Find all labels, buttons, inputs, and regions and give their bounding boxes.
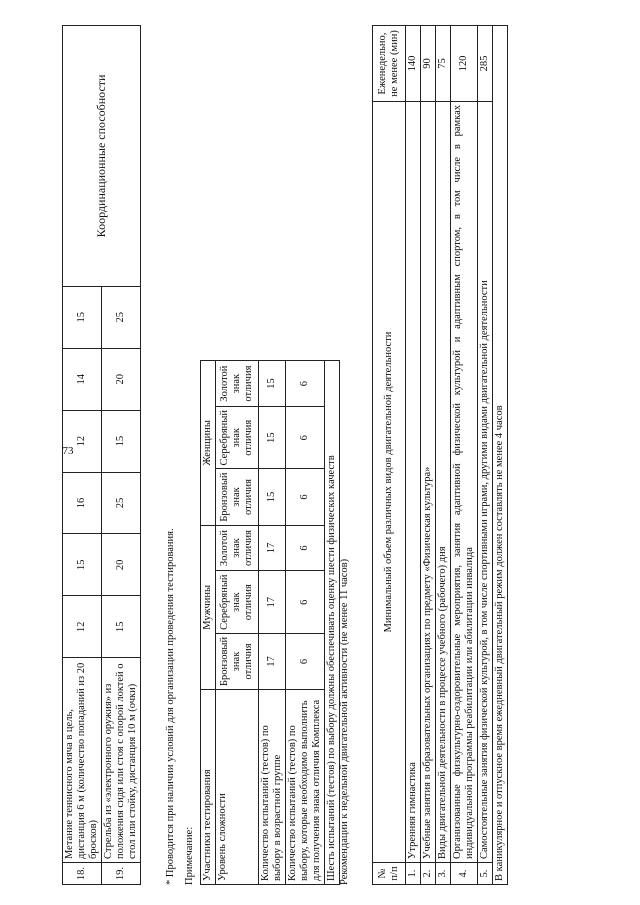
row-number: 18.: [63, 863, 102, 885]
badge-header: Золотой знак отличия: [216, 525, 259, 571]
page-number: 73: [62, 445, 74, 457]
header-weekly: Еженедельно, не менее (мин): [373, 26, 406, 102]
row-number: 2.: [421, 863, 436, 885]
header-men: Мужчины: [201, 525, 216, 689]
row-number: 3.: [436, 863, 451, 885]
minutes-value: 120: [451, 26, 478, 102]
table-header-row: [201, 26, 216, 885]
row-label: Количество испытаний (тестов) по выбору, которые необходимо выполнить для получения знака отличия Комплекса: [286, 690, 325, 885]
header-participants: Участники тестирования: [201, 690, 216, 885]
table-cell: 6: [286, 633, 325, 689]
activity-text: Самостоятельные занятия физической культурой, в том числе спортивными играми, другими видами двигательной деятельности: [478, 102, 493, 863]
minutes-value: 285: [478, 26, 493, 102]
table-cell: 20: [102, 534, 141, 596]
spacer: [259, 26, 286, 361]
vacation-note: В каникулярное и отпускное время ежедневный двигательный режим должен составлять не менее 4 часов: [493, 26, 508, 885]
row-number: 5.: [478, 863, 493, 885]
footnote: * Проводится при наличии условий для организации проведения тестирования.: [165, 528, 176, 885]
selection-table: [200, 25, 340, 885]
table-cell: 17: [259, 633, 286, 689]
table-row: [406, 26, 421, 885]
table-row: [451, 26, 478, 885]
row-number: 1.: [406, 863, 421, 885]
table-cell: 25: [102, 472, 141, 534]
minutes-value: 90: [421, 26, 436, 102]
table-row: [325, 26, 340, 885]
table-row: [286, 26, 325, 885]
activity-text: Виды двигательной деятельности в процессе учебного (рабочего) дня: [436, 102, 451, 863]
table-cell: 15: [259, 469, 286, 525]
table-cell: 15: [259, 407, 286, 469]
spacer: [325, 26, 340, 361]
table-cell: 16: [63, 472, 102, 534]
table-cell: 15: [63, 534, 102, 596]
badge-header: Золотой знак отличия: [216, 361, 259, 407]
tests-table: [62, 25, 141, 885]
table-cell: 15: [63, 286, 102, 348]
activity-text: Организованные физкультурно-оздоровительные мероприятия, занятия адаптивной физической культурой и адаптивным спортом, в том числе в рамках индивидуальной программы реабилитации или абилитации инвалида: [451, 102, 478, 863]
badge-header: Серебряный знак отличия: [216, 571, 259, 633]
table-cell: 12: [63, 596, 102, 658]
rotated-sheet: [32, 15, 632, 885]
table-row: [478, 26, 493, 885]
badge-header: Бронзовый знак отличия: [216, 469, 259, 525]
table-row: [493, 26, 508, 885]
test-name: Метание теннисного мяча в цель, дистанция 6 м (количество попаданий из 20 бросков): [63, 658, 102, 863]
badge-header: Серебряный знак отличия: [216, 407, 259, 469]
table-row: [259, 26, 286, 885]
table-cell: 25: [102, 286, 141, 348]
table-cell: 6: [286, 361, 325, 407]
header-activity: Минимальный объем различных видов двигательной деятельности: [373, 102, 406, 863]
table-cell: 6: [286, 469, 325, 525]
table-cell: 6: [286, 571, 325, 633]
recommendations-heading: Рекомендации к недельной двигательной активности (не менее 11 часов): [339, 558, 350, 885]
table-cell: 6: [286, 525, 325, 571]
table-cell: 17: [259, 525, 286, 571]
table-header-row: [216, 26, 259, 885]
table-row: [63, 26, 102, 885]
table-cell: 6: [286, 407, 325, 469]
badge-header: Бронзовый знак отличия: [216, 633, 259, 689]
row-label: Количество испытаний (тестов) по выбору в возрастной группе: [259, 690, 286, 885]
six-tests-note: Шесть испытаний (тестов) по выбору должны обеспечивать оценку шести физических качеств: [325, 361, 340, 885]
note-label: Примечание:: [184, 826, 195, 885]
row-number: 4.: [451, 863, 478, 885]
table-cell: 17: [259, 571, 286, 633]
table-row: [421, 26, 436, 885]
table-cell: 12: [63, 410, 102, 472]
table-cell: 15: [259, 361, 286, 407]
minutes-value: 75: [436, 26, 451, 102]
spacer: [286, 26, 325, 361]
table-cell: 15: [102, 410, 141, 472]
header-women: Женщины: [201, 361, 216, 525]
merged-category: Координационные способности: [63, 26, 141, 287]
header-number: № п/п: [373, 863, 406, 885]
spacer: [216, 26, 259, 361]
row-number: 19.: [102, 863, 141, 885]
header-level: Уровень сложности: [216, 690, 259, 885]
table-cell: 15: [102, 596, 141, 658]
activity-text: Утренняя гимнастика: [406, 102, 421, 863]
spacer: [201, 26, 216, 361]
table-header-row: [373, 26, 406, 885]
table-cell: 20: [102, 348, 141, 410]
test-name: Стрельба из «электронного оружия» из положения сидя или стоя с опорой локтей о стол или стойку, дистанция 10 м (очки): [102, 658, 141, 863]
table-cell: 14: [63, 348, 102, 410]
table-row: [436, 26, 451, 885]
activity-table: [372, 25, 508, 885]
minutes-value: 140: [406, 26, 421, 102]
activity-text: Учебные занятия в образовательных организациях по предмету «Физическая культура»: [421, 102, 436, 863]
